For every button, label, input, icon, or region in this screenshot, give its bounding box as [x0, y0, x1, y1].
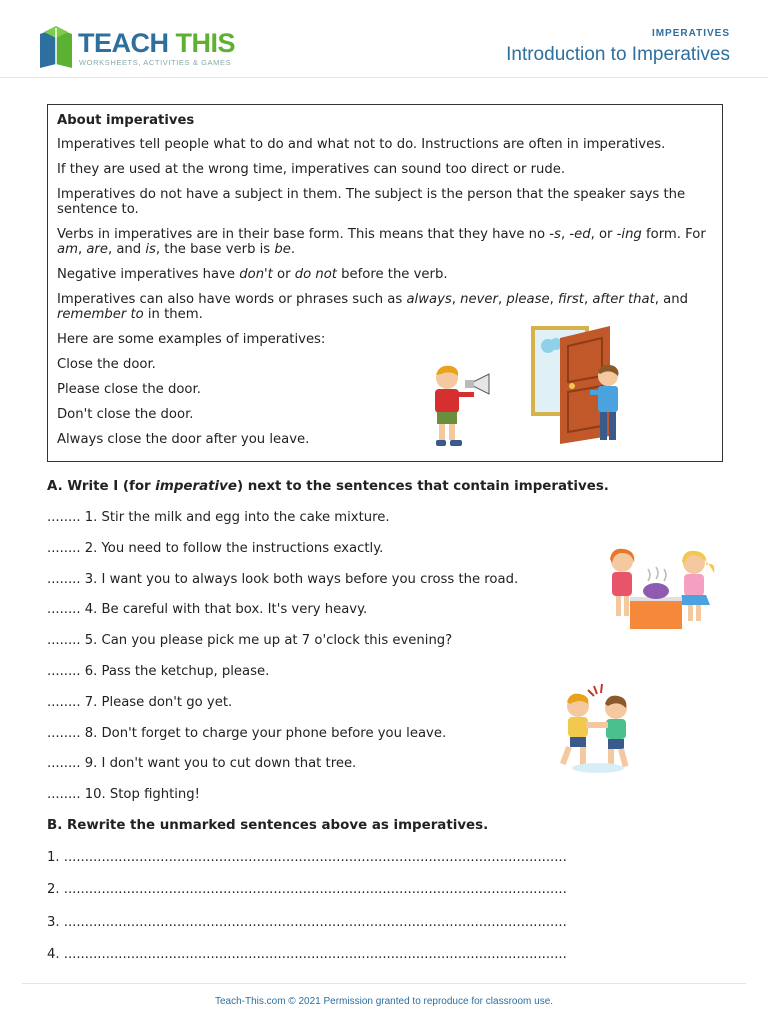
door-boy-illustration [530, 324, 630, 448]
list-item: ........ 8. Don't forget to charge your phone before you leave. [47, 725, 447, 741]
logo-tagline: WORKSHEETS, ACTIVITIES & GAMES [79, 58, 232, 67]
answer-line-4[interactable]: 4. ........................................................................................................................ [47, 946, 567, 962]
list-item: ........ 10. Stop fighting! [47, 787, 200, 803]
about-paragraph-6: Imperatives can also have words or phrases such as always, never, please, first, after that, and remember to in them. [57, 292, 688, 322]
about-paragraph-3: Imperatives do not have a subject in them. The subject is the person that the speaker says the sentence to. [57, 187, 686, 217]
girls-cooking-illustration [598, 545, 724, 631]
list-item: ........ 6. Pass the ketchup, please. [47, 663, 270, 679]
example-4: Always close the door after you leave. [57, 432, 310, 447]
examples-intro: Here are some examples of imperatives: [57, 332, 326, 347]
page-title: Introduction to Imperatives [506, 44, 730, 65]
logo-wordmark: TEACH THIS [78, 28, 236, 58]
about-paragraph-5: Negative imperatives have don't or do not before the verb. [57, 267, 448, 282]
topic-label: IMPERATIVES [651, 28, 730, 39]
page-footer [22, 983, 746, 1007]
copyright-notice: Teach-This.com © 2021 Permission granted to reproduce for classroom use. [214, 996, 554, 1007]
example-2: Please close the door. [57, 382, 201, 397]
page-header [0, 0, 768, 78]
teach-this-logo [36, 24, 236, 68]
list-item: ........ 7. Please don't go yet. [47, 694, 233, 710]
section-b-answer-lines [47, 850, 723, 979]
section-a-sentences [47, 510, 607, 818]
list-item: ........ 9. I don't want you to cut down that tree. [47, 756, 357, 772]
section-a-heading: A. Write I (for imperative) next to the sentences that contain imperatives. [47, 479, 609, 494]
about-paragraph-4: Verbs in imperatives are in their base form. This means that they have no -s, -ed, or -ing form. For am, are, and is, the base verb is be. [57, 227, 706, 257]
about-paragraph-2: If they are used at the wrong time, imperatives can sound too direct or rude. [57, 162, 566, 177]
list-item: ........ 3. I want you to always look both ways before you cross the road. [47, 571, 519, 587]
list-item: ........ 4. Be careful with that box. It's very heavy. [47, 602, 368, 618]
answer-line-2[interactable]: 2. ........................................................................................................................ [47, 882, 567, 898]
section-b-heading: B. Rewrite the unmarked sentences above as imperatives. [47, 818, 489, 833]
about-heading: About imperatives [57, 113, 195, 128]
book-icon [36, 24, 76, 68]
list-item: ........ 2. You need to follow the instructions exactly. [47, 540, 384, 556]
answer-line-1[interactable]: 1. ........................................................................................................................ [47, 850, 567, 865]
answer-line-3[interactable]: 3. ........................................................................................................................ [47, 914, 567, 930]
boys-fighting-illustration [550, 682, 644, 776]
list-item: ........ 1. Stir the milk and egg into the cake mixture. [47, 510, 390, 525]
list-item: ........ 5. Can you please pick me up at 7 o'clock this evening? [47, 633, 453, 649]
about-paragraph-1: Imperatives tell people what to do and what not to do. Instructions are often in imperatives. [57, 137, 666, 152]
example-1: Close the door. [57, 357, 156, 372]
example-3: Don't close the door. [57, 407, 194, 422]
boy-megaphone-illustration [425, 362, 495, 448]
